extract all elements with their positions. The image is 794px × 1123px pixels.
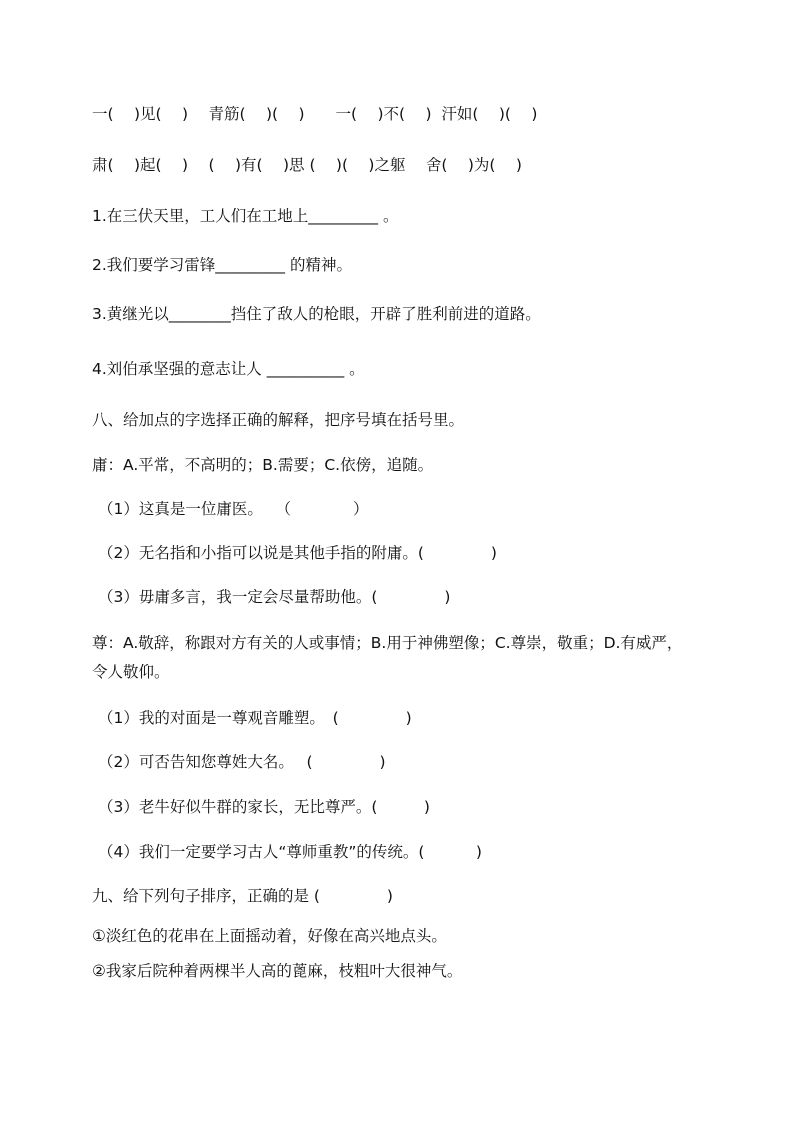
fill-sentence-3: 3.黄继光以________挡住了敌人的枪眼，开辟了胜利前进的道路。: [92, 305, 541, 323]
yong-item-2: （2）无名指和小指可以说是其他手指的附庸。( ): [98, 544, 497, 562]
section-8-heading: 八、给加点的字选择正确的解释，把序号填在括号里。: [92, 411, 465, 429]
zun-definition-line-1: 尊：A.敬辞，称跟对方有关的人或事情；B.用于神佛塑像；C.尊崇，敬重；D.有威严，: [92, 634, 683, 652]
section-9-heading: 九、给下列句子排序，正确的是 ( ): [92, 887, 393, 905]
fill-sentence-2: 2.我们要学习雷锋_________ 的精神。: [92, 256, 352, 274]
zun-definition-line-2: 令人敬仰。: [92, 663, 170, 681]
zun-item-3: （3）老牛好似牛群的家长，无比尊严。( ): [98, 798, 430, 816]
zun-item-2: （2）可否告知您尊姓大名。 ( ): [98, 753, 386, 771]
yong-item-1: （1）这真是一位庸医。 （ ）: [98, 500, 369, 518]
order-sentence-1: ①淡红色的花串在上面摇动着，好像在高兴地点头。: [92, 927, 447, 945]
zun-item-1: （1）我的对面是一尊观音雕塑。 ( ): [98, 709, 412, 727]
yong-item-3: （3）毋庸多言，我一定会尽量帮助他。( ): [98, 588, 451, 606]
fill-sentence-1: 1.在三伏天里，工人们在工地上_________ 。: [92, 207, 399, 225]
idiom-row-2: 肃( )起( ) ( )有( )思 ( )( )之躯 舍( )为( ): [92, 156, 522, 174]
order-sentence-2: ②我家后院种着两棵半人高的蓖麻，枝粗叶大很神气。: [92, 962, 463, 980]
idiom-row-1: 一( )见( ) 青筋( )( ) 一( )不( ) 汗如( )( ): [92, 105, 538, 123]
zun-item-4: （4）我们一定要学习古人“尊师重教”的传统。( ): [98, 843, 482, 861]
fill-sentence-4: 4.刘伯承坚强的意志让人 __________ 。: [92, 360, 365, 378]
yong-definition: 庸：A.平常，不高明的；B.需要；C.依傍，追随。: [92, 456, 434, 474]
